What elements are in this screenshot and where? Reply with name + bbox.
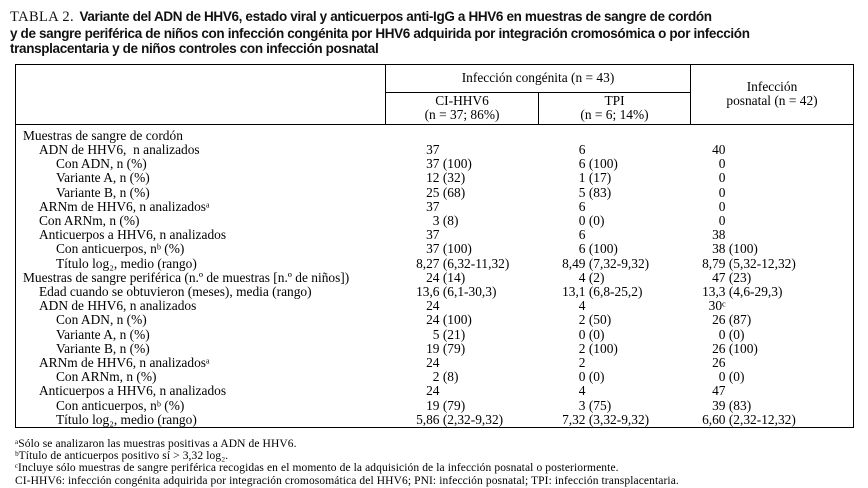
table-row [16,228,854,242]
value-lead: 24 [426,355,440,371]
data-cell [386,242,539,256]
value-lead: 38 [712,241,726,257]
header-row-groups [16,64,854,92]
row-label: Muestras de sangre de cordón [23,127,183,143]
value-detail: (5,32-12,32) [725,255,796,271]
value-lead: 6 [578,156,586,172]
row-label: Título log₂, medio (rango) [56,255,197,271]
value-lead: 19 [426,340,440,356]
value-lead: 37 [426,198,440,214]
data-cell [539,171,691,185]
table-row [16,313,854,327]
data-cell [539,242,691,256]
value-detail: (17) [585,170,612,186]
table-header [16,64,854,124]
ci-hhv6-column-header [386,92,539,124]
data-cell [539,384,691,398]
value-detail: (6,32-11,32) [439,255,510,271]
value-detail: (87) [725,312,752,328]
value-lead: 0 [718,369,726,385]
value-lead: 6 [578,241,586,257]
table-title [10,9,860,57]
data-cell [386,299,539,313]
value-lead: 6 [578,198,586,214]
data-cell [539,228,691,242]
data-cell [386,285,539,299]
value-detail: (2) [585,269,605,285]
value-lead: 13,1 [562,284,586,300]
data-cell [539,328,691,342]
value-lead: 4 [578,383,586,399]
data-cell [691,257,854,271]
data-cell [691,370,854,384]
data-cell [539,399,691,413]
data-cell [691,356,854,370]
value-lead: 6 [578,141,586,157]
value-detail: (100) [439,241,472,257]
row-label: Con ADN, n (%) [56,312,147,328]
data-cell [691,228,854,242]
value-lead: 7,32 [562,411,586,427]
data-cell [691,186,854,200]
value-lead: 0 [718,213,726,228]
data-cell [539,342,691,356]
ci-header-line-2: (n = 37; 86%) [424,107,500,123]
data-table [15,64,854,428]
data-cell [386,200,539,214]
data-cell [386,313,539,327]
value-detail: (32) [439,170,466,186]
title-line-3: transplacentaria y de niños controles con infección posnatal [10,41,379,57]
value-detail: (6,8-25,2) [585,284,643,300]
table-number-label: TABLA 2. [10,9,75,25]
value-lead: 2 [578,312,586,328]
data-cell [386,328,539,342]
value-lead: 24 [426,269,440,285]
value-detail: (21) [439,326,466,342]
data-cell [386,257,539,271]
value-lead: 37 [426,227,440,243]
data-cell [386,384,539,398]
row-label: ARNm de HHV6, n analizadosᵃ [39,355,210,371]
data-cell [386,271,539,285]
data-cell [539,143,691,157]
ci-header-line-1: CI-HHV6 [435,92,489,108]
value-lead: 0 [718,156,726,172]
value-lead: 0 [718,184,726,200]
value-lead: 3 [578,397,586,413]
row-label: Anticuerpos a HHV6, n analizados [39,383,227,399]
stub-header-cell [16,64,386,124]
table-row [16,143,854,157]
value-lead: 0 [578,213,586,228]
value-lead: 13,6 [416,284,440,300]
data-cell [386,143,539,157]
footnote-line: ᶜIncluye sólo muestras de sangre periférica recogidas en el momento de la adquisición de la infección posnatal o posteriormente. [15,462,619,475]
value-detail: (79) [439,397,466,413]
posnatal-header-line-1: Infección [746,78,798,94]
value-lead: 24 [426,312,440,328]
data-cell [691,200,854,214]
value-lead: 26 [712,355,726,371]
congenital-group-header: Infección congénita (n = 43) [386,64,691,92]
table-row [16,399,854,413]
data-cell [539,214,691,228]
data-cell [691,413,854,428]
value-lead: 30ᶜ [708,298,726,314]
value-detail: (100) [725,340,758,356]
value-lead: 0 [578,326,586,342]
value-lead: 0 [578,369,586,385]
table-row [16,370,854,384]
table-row [16,124,854,143]
value-detail: (0) [585,213,605,228]
data-cell [691,271,854,285]
row-label: Edad cuando se obtuvieron (meses), media (rango) [39,284,312,300]
value-lead: 0 [718,198,726,214]
value-lead: 40 [712,141,726,157]
data-cell [691,342,854,356]
table-row [16,214,854,228]
data-cell [691,384,854,398]
value-lead: 13,3 [702,284,726,300]
value-lead: 19 [426,397,440,413]
value-lead: 8,49 [562,255,586,271]
value-lead: 37 [426,241,440,257]
value-detail: (100) [725,241,758,257]
value-detail: (79) [439,340,466,356]
value-detail: (2,32-9,32) [439,411,504,427]
value-detail: (0) [585,369,605,385]
table-row [16,413,854,428]
footnote-line: ᵇTítulo de anticuerpos positivo sí > 3,32 log₂. [15,450,229,463]
value-lead: 38 [712,227,726,243]
table-body [16,124,854,427]
value-detail: (0) [585,326,605,342]
value-detail: (2,32-12,32) [725,411,796,427]
table-row [16,186,854,200]
tpi-column-header [539,92,691,124]
data-cell [386,214,539,228]
value-lead: 2 [578,355,586,371]
row-label: Con anticuerpos, nᵇ (%) [56,397,185,413]
value-lead: 24 [426,298,440,314]
table-row [16,384,854,398]
row-label: Con ARNm, n (%) [39,213,140,228]
data-cell [539,200,691,214]
value-detail: (68) [439,184,466,200]
value-lead: 2 [432,369,440,385]
title-text-1: Variante del ADN de HHV6, estado viral y anticuerpos anti-IgG a HHV6 en muestras de sangre de cordón [79,9,712,24]
table-row [16,242,854,256]
value-lead: 24 [426,383,440,399]
data-cell [539,271,691,285]
data-cell [539,356,691,370]
value-lead: 26 [712,340,726,356]
table-row [16,285,854,299]
value-detail: (7,32-9,32) [585,255,650,271]
data-cell [691,313,854,327]
table-row [16,342,854,356]
value-lead: 37 [426,141,440,157]
row-label: Variante B, n (%) [56,184,150,200]
row-label: Con ARNm, n (%) [56,369,157,385]
value-detail: (83) [725,397,752,413]
row-label: Anticuerpos a HHV6, n analizados [39,227,227,243]
value-lead: 4 [578,269,586,285]
data-cell [691,242,854,256]
value-lead: 5,86 [416,411,440,427]
data-cell [539,299,691,313]
value-detail: (50) [585,312,612,328]
tpi-header-line-1: TPI [604,92,625,108]
row-label: Variante A, n (%) [56,326,150,342]
value-lead: 3 [432,213,440,228]
value-lead: 2 [578,340,586,356]
data-cell [386,157,539,171]
value-lead: 8,27 [416,255,440,271]
data-cell [386,171,539,185]
data-cell [691,285,854,299]
title-line-1 [10,9,860,26]
value-detail: (8) [439,213,459,228]
value-lead: 47 [712,269,726,285]
data-cell [539,413,691,428]
data-cell [386,228,539,242]
table-row [16,271,854,285]
data-cell [539,285,691,299]
value-lead: 8,79 [702,255,726,271]
value-lead: 47 [712,383,726,399]
row-label: ADN de HHV6, n analizados [39,141,200,157]
posnatal-column-header [691,64,854,124]
row-label: ARNm de HHV6, n analizadosᵃ [39,198,210,214]
value-lead: 1 [578,170,586,186]
value-lead: 37 [426,156,440,172]
row-label: ADN de HHV6, n analizados [39,298,197,314]
value-lead: 5 [578,184,586,200]
data-cell [386,399,539,413]
value-detail: (14) [439,269,466,285]
data-cell [539,124,691,143]
footnote-line: CI-HHV6: infección congénita adquirida por integración cromosomática del HHV6; PNI: infección posnatal; TPI: infección transplacentaria. [15,474,679,487]
row-label: Título log₂, medio (rango) [56,411,197,427]
value-detail: (4,6-29,3) [725,284,783,300]
data-cell [691,157,854,171]
value-detail: (6,1-30,3) [439,284,497,300]
tpi-header-line-2: (n = 6; 14%) [580,107,649,123]
table-row [16,200,854,214]
data-cell [691,171,854,185]
value-detail: (100) [585,241,618,257]
value-lead: 0 [718,326,726,342]
value-detail: (100) [585,340,618,356]
table-row [16,328,854,342]
data-cell [386,413,539,428]
value-detail: (100) [439,312,472,328]
data-cell [386,356,539,370]
value-detail: (100) [585,156,618,172]
data-cell [691,143,854,157]
table-row [16,157,854,171]
data-cell [691,328,854,342]
value-lead: 39 [712,397,726,413]
data-cell [691,399,854,413]
posnatal-header-line-2: posnatal (n = 42) [726,93,818,109]
value-detail: (0) [725,326,745,342]
value-detail: (23) [725,269,752,285]
table-row [16,257,854,271]
table-row [16,356,854,370]
value-lead: 6 [578,227,586,243]
data-cell [386,124,539,143]
value-detail: (75) [585,397,612,413]
footnotes [15,438,860,487]
data-cell [691,299,854,313]
data-cell [386,186,539,200]
data-cell [539,370,691,384]
data-cell [386,342,539,356]
row-label: Con ADN, n (%) [56,156,147,172]
data-cell [539,313,691,327]
data-cell [539,157,691,171]
value-detail: (8) [439,369,459,385]
value-detail: (83) [585,184,612,200]
data-cell [539,186,691,200]
row-label: Muestras de sangre periférica (n.º de muestras [n.º de niños]) [23,269,350,285]
value-detail: (3,32-9,32) [585,411,650,427]
title-line-2: y de sangre periférica de niños con infección congénita por HHV6 adquirida por integración cromosómica o por infección [10,25,750,41]
data-cell [691,214,854,228]
value-lead: 25 [426,184,440,200]
table-row [16,171,854,185]
row-label: Variante A, n (%) [56,170,150,186]
row-label: Con anticuerpos, nᵇ (%) [56,241,185,257]
data-cell [539,257,691,271]
data-cell [386,370,539,384]
footnote-line: ᵃSólo se analizaron las muestras positivas a ADN de HHV6. [15,438,297,451]
value-detail: (100) [439,156,472,172]
row-label: Variante B, n (%) [56,340,150,356]
table-row [16,299,854,313]
value-lead: 6,60 [702,411,726,427]
value-lead: 5 [432,326,440,342]
data-cell [691,124,854,143]
value-lead: 0 [718,170,726,186]
value-lead: 4 [578,298,586,314]
value-lead: 26 [712,312,726,328]
value-detail: (0) [725,369,745,385]
value-lead: 12 [426,170,440,186]
